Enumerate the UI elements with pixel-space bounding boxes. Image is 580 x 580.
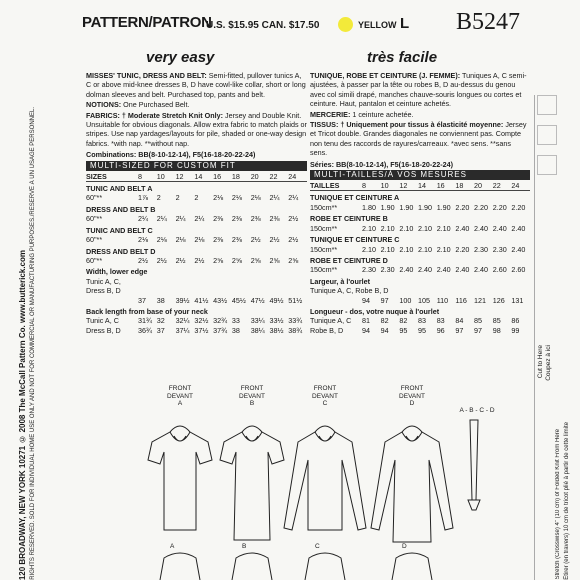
value-cell: 95 xyxy=(418,325,427,335)
value-cell: 2.10 xyxy=(436,223,451,233)
value-cell: 2.10 xyxy=(380,244,395,254)
value-cell: 1.90 xyxy=(399,202,414,212)
value-cell: 22 xyxy=(492,181,501,191)
value-cell: 2⅛ xyxy=(250,193,261,203)
value-cell: 47½ xyxy=(250,295,265,305)
back-label-english: Back length from base of your neck xyxy=(86,306,208,316)
back-length-row: Tunic A, C 31¾ 32 32¼ 32½ 32¾ 33 33¼ 33½ 33¾ xyxy=(86,316,307,325)
yardage-row: 150cm** 2.10 2.10 2.10 2.10 2.10 2.20 2.30 2.30 2.40 xyxy=(310,245,530,254)
value-cell: 38½ xyxy=(269,325,284,335)
value-cell: 2.20 xyxy=(511,202,526,212)
value-cell: 97 xyxy=(455,325,464,335)
stretch-gauge xyxy=(534,95,575,580)
value-cell: 2.30 xyxy=(362,265,376,275)
value-cell: 2⅜ xyxy=(231,214,242,224)
value-cell: 2.20 xyxy=(455,244,470,254)
garment-d-label: FRONT DEVANT D xyxy=(399,385,425,407)
value-cell: 38 xyxy=(231,325,240,335)
value-cell: 2.20 xyxy=(474,202,489,212)
garment-a-drawing xyxy=(148,426,212,530)
width-label-english: Width, lower edge xyxy=(86,267,148,277)
cut-here-text: Cut to Here xyxy=(537,345,544,379)
value-cell: 2½ xyxy=(194,255,205,265)
value-cell: 2.10 xyxy=(418,223,433,233)
value-cell: 2⅝ xyxy=(250,255,261,265)
value-cell: 2.30 xyxy=(492,244,507,254)
belt-label: A - B - C - D xyxy=(459,407,495,414)
value-cell: 43½ xyxy=(213,295,228,305)
garment-c-label: FRONT DEVANT C xyxy=(312,385,338,407)
yardage-row: 150cm** 2.10 2.10 2.10 2.10 2.10 2.40 2.40 2.40 2.40 xyxy=(310,224,530,233)
left-margin xyxy=(18,90,42,580)
value-cell: 81 xyxy=(362,316,370,326)
size-code: L xyxy=(400,15,410,32)
value-cell: 86 xyxy=(511,316,520,326)
value-cell: 12 xyxy=(175,171,184,181)
desc-french: Tuniques A, C semi-ajustées, à passer par la tête ou robes B, D au-dessus du genou avec col simili drapé, manches chauve-souris longues ou cortes et ceinture. Haut, pantalon et ceinture achetés. xyxy=(310,71,527,109)
value-cell: 2¼ xyxy=(194,214,205,224)
value-cell: 10 xyxy=(380,181,389,191)
back-length-row: Tunique A, C 81 82 82 83 83 84 85 85 86 xyxy=(310,316,530,325)
yardage-title: DRESS AND BELT B xyxy=(86,204,156,214)
value-cell: 2.40 xyxy=(511,244,526,254)
value-cell: 100 xyxy=(399,295,412,305)
price-text: U.S. $15.95 CAN. $17.50 xyxy=(206,20,320,31)
value-cell: 2.40 xyxy=(455,265,470,275)
value-cell: 2¼ xyxy=(156,214,167,224)
value-cell: 2.20 xyxy=(492,202,507,212)
value-cell: 8 xyxy=(138,171,142,181)
value-cell: 82 xyxy=(399,316,408,326)
value-cell: 2.40 xyxy=(399,265,414,275)
value-cell: 2½ xyxy=(156,255,167,265)
yardage-row: 150cm** 2.30 2.30 2.40 2.40 2.40 2.40 2.40 2.60 2.60 xyxy=(310,265,530,274)
value-cell: 37 xyxy=(156,325,165,335)
value-cell: 38¾ xyxy=(288,325,303,335)
value-cell: 32¼ xyxy=(175,316,190,326)
garment-b-label: FRONT DEVANT B xyxy=(239,385,265,407)
value-cell: 2.10 xyxy=(436,244,451,254)
value-cell: 2⅛ xyxy=(213,193,224,203)
notions-english: NOTIONS: One Purchased Belt. xyxy=(86,100,190,110)
bar-english: MULTI-SIZED FOR CUSTOM FIT xyxy=(86,161,307,171)
value-cell: 2.40 xyxy=(418,265,433,275)
value-cell: 2½ xyxy=(288,235,299,245)
value-cell: 33½ xyxy=(269,316,284,326)
value-cell: 33 xyxy=(231,316,240,326)
yardage-title: ROBE ET CEINTURE B xyxy=(310,214,388,224)
back-length-row: Dress B, D 36¾ 37 37¼ 37½ 37¾ 38 38¼ 38½ 38¾ xyxy=(86,326,307,335)
belt-drawing xyxy=(468,420,480,510)
yardage-row: 60"** 1⅞ 2 2 2 2⅛ 2⅛ 2⅛ 2¼ 2¼ xyxy=(86,193,307,202)
value-cell: 2.10 xyxy=(380,223,395,233)
value-cell: 1.90 xyxy=(436,202,451,212)
value-cell: 2¼ xyxy=(175,214,186,224)
value-cell: 38 xyxy=(156,295,165,305)
value-cell: 2.10 xyxy=(362,223,376,233)
value-cell: 83 xyxy=(436,316,445,326)
value-cell: 99 xyxy=(511,325,520,335)
value-cell: 10 xyxy=(156,171,165,181)
value-cell: 37¼ xyxy=(175,325,190,335)
value-cell: 45½ xyxy=(231,295,246,305)
value-cell: 2.30 xyxy=(380,265,395,275)
value-cell: 33¾ xyxy=(288,316,303,326)
value-cell: 2¼ xyxy=(138,214,148,224)
value-cell: 2⅝ xyxy=(269,255,280,265)
back-letter-d: D xyxy=(402,543,407,550)
value-cell: 94 xyxy=(362,295,370,305)
value-cell: 37½ xyxy=(194,325,209,335)
value-cell: 2⅝ xyxy=(288,255,299,265)
value-cell: 94 xyxy=(362,325,370,335)
value-cell: 105 xyxy=(418,295,431,305)
yardage-title: ROBE ET CEINTURE D xyxy=(310,255,388,265)
english-column xyxy=(86,71,307,335)
value-cell: 51½ xyxy=(288,295,303,305)
color-label: YELLOW xyxy=(358,20,397,30)
value-cell: 12 xyxy=(399,181,408,191)
value-cell: 2⅝ xyxy=(231,255,242,265)
value-cell: 1.80 xyxy=(362,202,376,212)
value-cell: 38¼ xyxy=(250,325,265,335)
value-cell: 2⅜ xyxy=(231,235,242,245)
value-cell: 33¼ xyxy=(250,316,265,326)
value-cell: 20 xyxy=(250,171,259,181)
value-cell: 94 xyxy=(380,325,389,335)
value-cell: 2⅛ xyxy=(194,235,205,245)
value-cell: 39½ xyxy=(175,295,190,305)
value-cell: 16 xyxy=(213,171,222,181)
back-label-french: Longueur - dos, votre nuque à l'ourlet xyxy=(310,306,440,316)
value-cell: 2.40 xyxy=(474,223,489,233)
yardage-title: DRESS AND BELT D xyxy=(86,246,156,256)
value-cell: 2 xyxy=(175,193,180,203)
publisher-address: 120 BROADWAY, NEW YORK 10271 © 2008 The McCall Pattern Co. www.butterick.com xyxy=(18,249,27,580)
back-letter-b: B xyxy=(242,543,247,550)
pattern-label: PATTERN/PATRON xyxy=(82,14,212,31)
stretch-instruction: Stretch (Crosswise) 4" (10 cm) of Folded Knit From Here xyxy=(555,429,561,580)
value-cell: 2¼ xyxy=(269,193,280,203)
value-cell: 14 xyxy=(194,171,203,181)
value-cell: 2⅜ xyxy=(269,214,280,224)
width-row-french: Tunique A, C, Robe B, D xyxy=(310,286,389,296)
value-cell: 36¾ xyxy=(138,325,152,335)
value-cell: 20 xyxy=(474,181,483,191)
value-cell: 2⅛ xyxy=(231,193,242,203)
value-cell: 18 xyxy=(455,181,464,191)
value-cell: 2½ xyxy=(138,255,148,265)
value-cell: 2 xyxy=(156,193,161,203)
yardage-title: TUNIQUE ET CEINTURE C xyxy=(310,235,400,245)
value-cell: 31¾ xyxy=(138,316,152,326)
value-cell: 2.40 xyxy=(455,223,470,233)
value-cell: 96 xyxy=(436,325,445,335)
value-cell: 2⅛ xyxy=(156,235,167,245)
garment-a-label: FRONT DEVANT A xyxy=(167,385,193,407)
value-cell: 121 xyxy=(474,295,487,305)
value-cell: 37 xyxy=(138,295,146,305)
value-cell: 110 xyxy=(436,295,449,305)
value-cell: 32½ xyxy=(194,316,209,326)
garment-c-drawing xyxy=(284,426,366,530)
combinations-english: Combinations: BB(8-10-12-14), F5(16-18-20-22-24) xyxy=(86,150,256,160)
pattern-number: B5247 xyxy=(456,9,521,35)
value-cell: 24 xyxy=(288,171,297,181)
value-cell: 2⅝ xyxy=(213,255,224,265)
width-row-english: Tunic A, C, Dress B, D xyxy=(86,276,121,296)
value-cell: 2.60 xyxy=(492,265,507,275)
yardage-title: TUNIQUE ET CEINTURE A xyxy=(310,193,400,203)
value-cell: 41½ xyxy=(194,295,209,305)
value-cell: 2⅛ xyxy=(138,235,148,245)
value-cell: 1⅞ xyxy=(138,193,148,203)
yardage-row: 60"** 2¼ 2¼ 2¼ 2¼ 2⅜ 2⅜ 2⅜ 2⅜ 2½ xyxy=(86,214,307,223)
value-cell: 97 xyxy=(474,325,483,335)
value-cell: 2⅜ xyxy=(213,214,224,224)
sizes-row-french: TAILLES 8 10 12 14 16 18 20 22 24 xyxy=(310,181,530,191)
value-cell: 32 xyxy=(156,316,165,326)
yardage-row: 150cm** 1.80 1.90 1.90 1.90 1.90 2.20 2.20 2.20 2.20 xyxy=(310,203,530,212)
title-french: TUNIQUE, ROBE ET CEINTURE (J. FEMME): xyxy=(310,71,461,80)
back-length-row: Robe B, D 94 94 95 95 96 97 97 98 99 xyxy=(310,326,530,335)
value-cell: 2.60 xyxy=(511,265,526,275)
value-cell: 2.40 xyxy=(511,223,526,233)
value-cell: 2.40 xyxy=(474,265,489,275)
value-cell: 2.10 xyxy=(399,223,414,233)
value-cell: 2⅜ xyxy=(250,214,261,224)
difficulty-english: very easy xyxy=(146,49,215,66)
value-cell: 2½ xyxy=(250,235,261,245)
value-cell: 2.30 xyxy=(474,244,489,254)
value-cell: 83 xyxy=(418,316,427,326)
yardage-title: TUNIC AND BELT A xyxy=(86,184,153,194)
value-cell: 18 xyxy=(231,171,240,181)
stretch-instruction-fr: Étirer (en travers) 10 cm de tricot plié à partir de cette limite xyxy=(564,422,570,580)
value-cell: 84 xyxy=(455,316,464,326)
description-english xyxy=(86,71,307,99)
notions-french: MERCERIE: 1 ceinture achetée. xyxy=(310,109,414,119)
fabrics-english: FABRICS: † Moderate Stretch Knit Only: Jersey and Double Knit. Unsuitable for obvious diagonals. Allow extra fabric to match plaids or stripes. Use nap yardages/layouts for pile, shaded or one-way design fabrics. *with nap. **without nap. xyxy=(86,110,307,148)
french-column xyxy=(310,71,530,335)
value-cell: 16 xyxy=(436,181,445,191)
value-cell: 32¾ xyxy=(213,316,228,326)
value-cell: 1.90 xyxy=(418,202,433,212)
value-cell: 126 xyxy=(492,295,505,305)
value-cell: 95 xyxy=(399,325,408,335)
value-cell: 2¼ xyxy=(288,193,299,203)
garment-d-drawing xyxy=(371,426,453,542)
value-cell: 2½ xyxy=(288,214,299,224)
yardage-row: 60"** 2½ 2½ 2½ 2½ 2⅝ 2⅝ 2⅝ 2⅝ 2⅝ xyxy=(86,256,307,265)
value-cell: 1.90 xyxy=(380,202,395,212)
value-cell: 2 xyxy=(194,193,199,203)
yellow-dot-icon xyxy=(338,17,353,32)
value-cell: 14 xyxy=(418,181,427,191)
value-cell: 2½ xyxy=(175,255,186,265)
value-cell: 85 xyxy=(474,316,483,326)
width-label-french: Largeur, à l'ourlet xyxy=(310,276,371,286)
copyright-notice: RIGHTS RESERVED. SOLD FOR INDIVIDUAL HOME USE ONLY AND NOT FOR COMMERCIAL OR MANUFACTURING PURPOSES./RESERVÉ À UN USAGE PERSONNEL. xyxy=(30,107,36,580)
cut-here-fr-text: Coupez à ici xyxy=(545,345,552,381)
back-letter-a: A xyxy=(170,543,175,550)
value-cell: 2½ xyxy=(269,235,280,245)
value-cell: 2⅛ xyxy=(175,235,186,245)
sizes-row-english: SIZES 8 10 12 14 16 18 20 22 24 xyxy=(86,172,307,182)
value-cell: 2.40 xyxy=(436,265,451,275)
value-cell: 2⅜ xyxy=(213,235,224,245)
value-cell: 2.10 xyxy=(418,244,433,254)
fabrics-french: TISSUS: † Uniquement pour tissus à élasticité moyenne: Jersey et Tricot double. Grandes diagonales ne conviennent pas. Compte non tenu des raccords de rayures/carreaux. *avec sens. **sans sens. xyxy=(310,120,527,158)
value-cell: 97 xyxy=(380,295,389,305)
value-cell: 24 xyxy=(511,181,520,191)
value-cell: 2.10 xyxy=(399,244,414,254)
back-letter-c: C xyxy=(315,543,320,550)
title-english: MISSES' TUNIC, DRESS AND BELT: xyxy=(86,71,207,80)
value-cell: 8 xyxy=(362,181,366,191)
value-cell: 2.10 xyxy=(362,244,376,254)
value-cell: 22 xyxy=(269,171,278,181)
value-cell: 2.20 xyxy=(455,202,470,212)
desc-english: Semi-fitted, pullover tunics A, C or above mid-knee dresses B, D have cowl-like collar, short or long dolman sleeves and belt. Purchased top, pants and belt. xyxy=(86,71,306,99)
description-french xyxy=(310,71,530,109)
value-cell: 82 xyxy=(380,316,389,326)
combinations-french: Séries: BB(8-10-12-14), F5(16-18-20-22-24) xyxy=(310,159,454,169)
difficulty-french: très facile xyxy=(367,49,438,66)
yardage-title: TUNIC AND BELT C xyxy=(86,225,153,235)
value-cell: 37¾ xyxy=(213,325,228,335)
value-cell: 131 xyxy=(511,295,524,305)
value-cell: 116 xyxy=(455,295,467,305)
bar-french: MULTI-TAILLES/À VOS MESURES xyxy=(310,170,530,180)
value-cell: 98 xyxy=(492,325,501,335)
value-cell: 49½ xyxy=(269,295,284,305)
yardage-row: 60"** 2⅛ 2⅛ 2⅛ 2⅛ 2⅜ 2⅜ 2½ 2½ 2½ xyxy=(86,235,307,244)
garment-b-drawing xyxy=(220,426,284,540)
value-cell: 85 xyxy=(492,316,501,326)
value-cell: 2.40 xyxy=(492,223,507,233)
